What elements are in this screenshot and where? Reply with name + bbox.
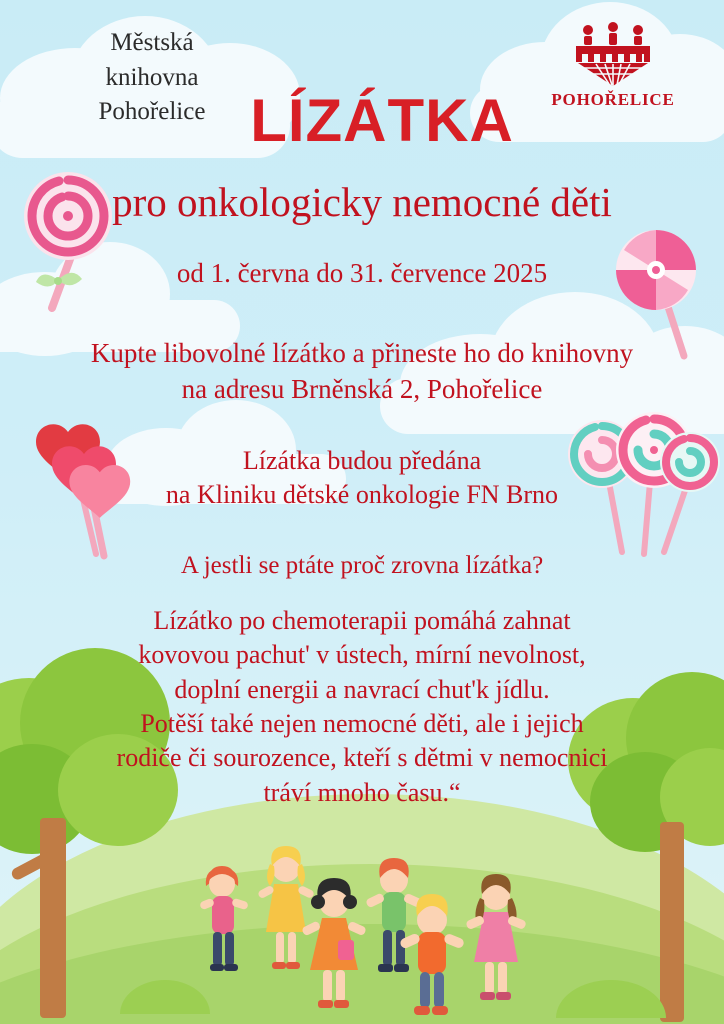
reason-line-6: tráví mnoho času.“ [263, 777, 461, 807]
poster-title: LÍZÁTKA [250, 87, 514, 154]
library-name-line-2: knihovna [105, 63, 199, 91]
buy-instructions-line-2: na adresu Brněnská 2, Pohořelice [181, 373, 543, 404]
buy-instructions [0, 336, 724, 407]
poster-subtitle: pro onkologicky nemocné děti [112, 179, 612, 225]
children-dancing-illustration [182, 828, 554, 1018]
reason-line-2: kovovou pachut' v ústech, mírní nevolnost, [138, 640, 586, 670]
why-question: A jestli se ptáte proč zrovna lízátka? [180, 552, 544, 579]
delivery-line-2: na Kliniku dětské onkologie FN Brno [165, 480, 559, 510]
reason-line-5: rodiče či sourozence, kteří s dětmi v nemocnici [116, 743, 608, 773]
reason-text [0, 604, 724, 810]
library-name-line-3: Pohořelice [98, 98, 206, 125]
library-name-line-1: Městská [110, 29, 194, 56]
date-range: od 1. června do 31. července 2025 [176, 258, 548, 288]
buy-instructions-line-1: Kupte libovolné lízátko a přineste ho do knihovny [90, 338, 634, 368]
town-crest-icon [548, 22, 678, 88]
reason-line-1: Lízátko po chemoterapii pomáhá zahnat [153, 606, 571, 635]
delivery-line-1: Lízátka budou předána [242, 446, 482, 475]
reason-line-3: doplní energii a navrací chut'k jídlu. [174, 674, 550, 704]
town-logo-text: POHOŘELICE [551, 90, 675, 109]
delivery-info [0, 444, 724, 513]
reason-line-4: Potěší také nejen nemocné děti, ale i jejich [140, 708, 584, 738]
